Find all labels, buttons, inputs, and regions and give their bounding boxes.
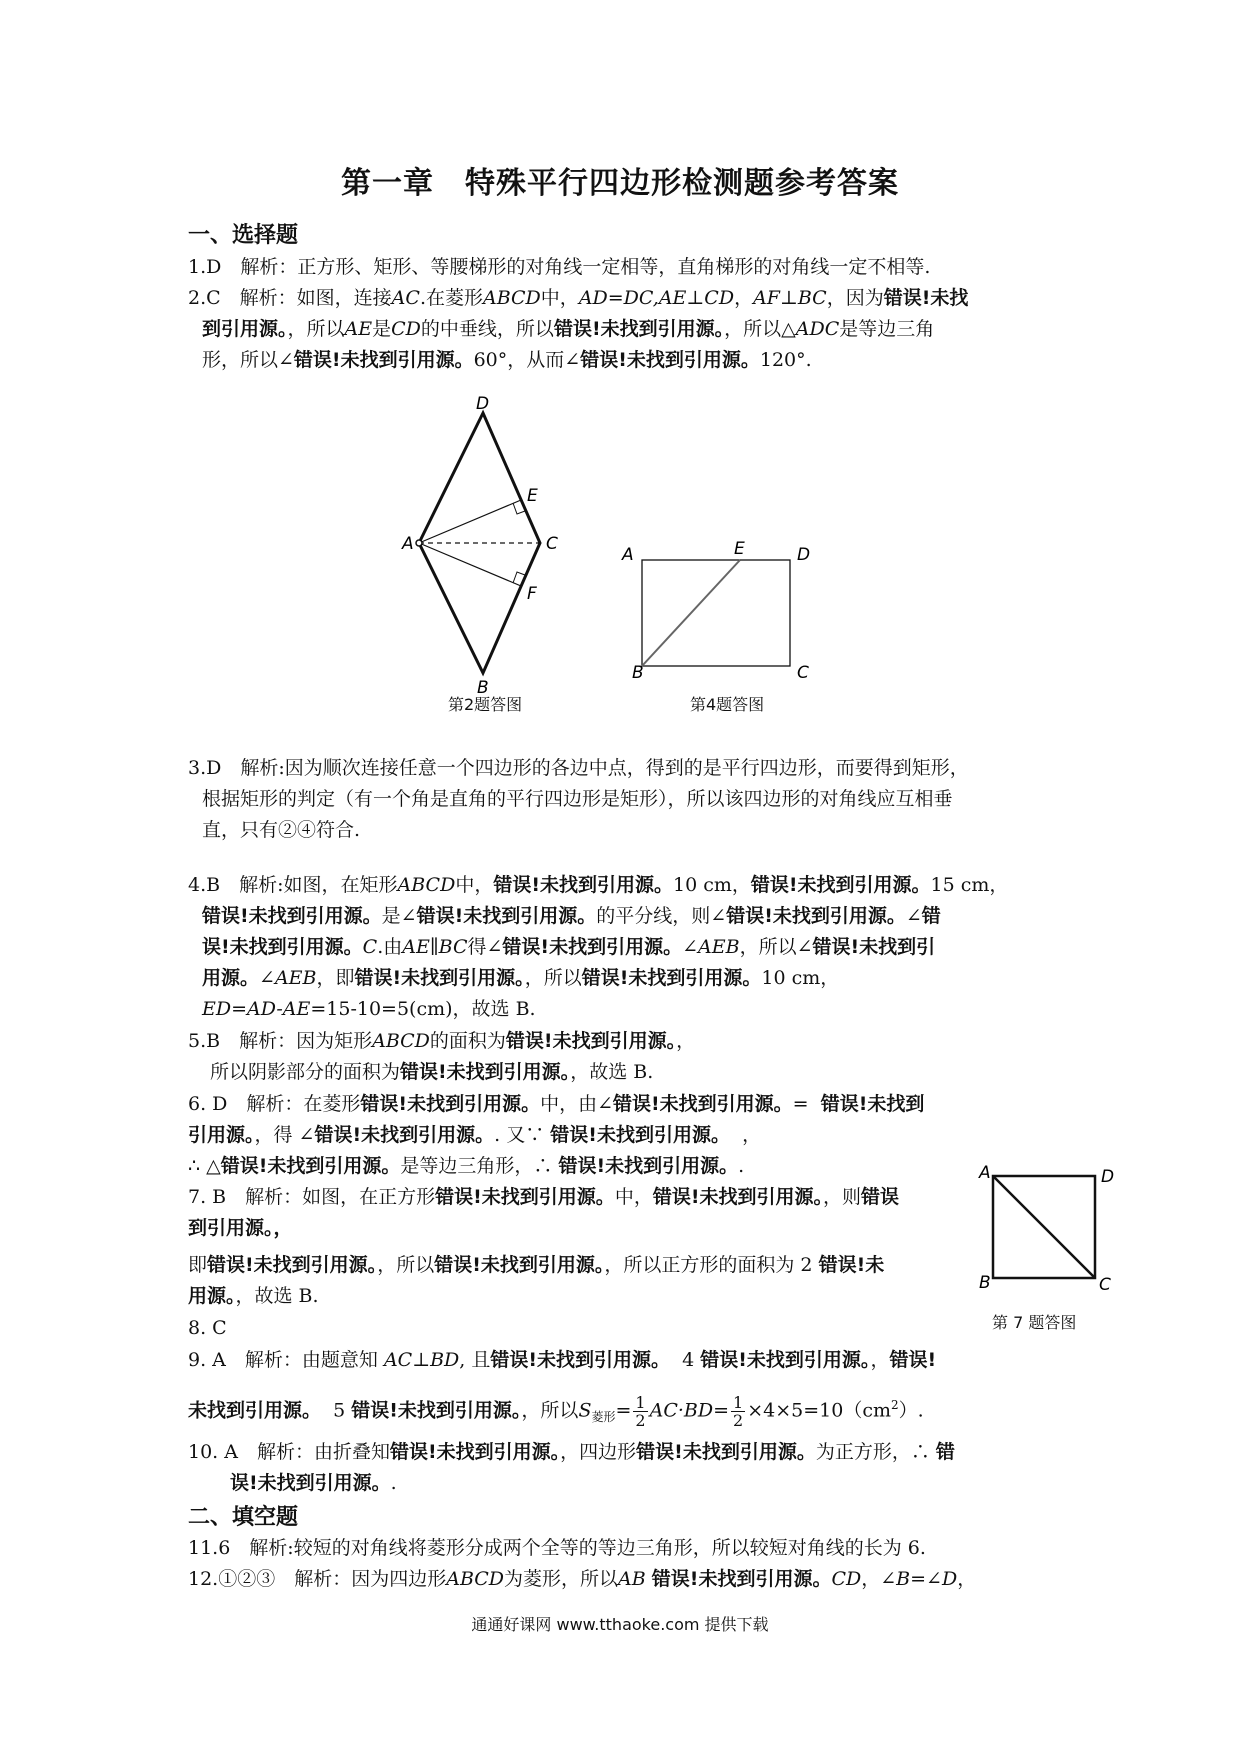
segment-ae	[419, 500, 521, 543]
text: 6. D 解析：在菱形	[188, 1093, 361, 1115]
error-ref: 错误!未找到引用源。	[293, 349, 474, 371]
error-ref: 错误!未找到引用源。	[553, 318, 725, 340]
label-c: C	[797, 663, 809, 683]
error-ref: 错误!未找到引用源。	[434, 1254, 605, 1276]
error-ref: 错误!未找到引用源。	[726, 905, 906, 927]
answer-7-line-3	[188, 1250, 884, 1280]
error-ref: 错误!未找	[883, 287, 969, 309]
text: , 且	[459, 1349, 491, 1371]
answer-4-line-2	[202, 901, 941, 931]
text: ，所以正方形的面积为 2	[604, 1254, 813, 1276]
text: =	[713, 1399, 730, 1422]
math: ABCD	[372, 1030, 430, 1052]
text: =	[792, 1093, 809, 1115]
error-ref: 错误!未找到引用源。	[314, 1124, 495, 1146]
label-b: B	[979, 1273, 991, 1293]
text: ，∠	[861, 1568, 897, 1590]
error-ref: 错误!未找到	[820, 1093, 925, 1115]
figure-2-rhombus	[390, 394, 570, 698]
error-ref: 错误!未找到引用源。	[202, 905, 382, 927]
label-f: F	[527, 584, 537, 604]
math: CD	[831, 1568, 862, 1590]
superscript: 2	[890, 1398, 899, 1412]
error-ref: 用源。	[188, 1285, 236, 1307]
text: ∠	[682, 936, 699, 958]
text: ，所以△	[724, 318, 796, 340]
text: ，因为	[826, 287, 884, 309]
text: =	[615, 1399, 632, 1422]
answer-7-line-4	[188, 1281, 319, 1311]
segment-be	[642, 560, 740, 666]
error-ref: 错	[935, 1441, 955, 1463]
math: AEB	[698, 936, 740, 958]
text: .在菱形	[419, 287, 483, 309]
error-ref: 错误!未找到引用源。	[354, 967, 525, 989]
text: 4.B 解析:如图，在矩形	[188, 874, 398, 896]
answer-4-line-4	[202, 963, 839, 993]
text: ，	[676, 1030, 696, 1052]
error-ref: 错误!未找到引用源。	[400, 1061, 571, 1083]
error-ref: 到引用源。	[202, 318, 288, 340]
error-ref: 错误!未找到引用源。	[613, 1093, 793, 1115]
answer-7-line-2	[188, 1213, 293, 1243]
text: ，所以	[524, 967, 582, 989]
text: 4	[682, 1349, 695, 1371]
error-ref: 错误!未找到引用源。	[636, 1441, 816, 1463]
answer-12-line-1	[188, 1564, 976, 1594]
answer-6-line-1	[188, 1089, 924, 1119]
denominator: 2	[733, 1410, 744, 1430]
label-d: D	[1101, 1167, 1115, 1187]
math: ED=AD-AE	[202, 998, 311, 1020]
text: ，	[957, 1568, 977, 1590]
rectangle-abcd	[642, 560, 790, 666]
figure-4-rectangle	[612, 539, 832, 683]
numerator: 1	[733, 1392, 744, 1412]
text: ）.	[898, 1399, 924, 1422]
error-ref: 错误!未找到引用源。	[651, 1568, 832, 1590]
label-a: A	[402, 534, 414, 554]
math: C	[362, 936, 378, 958]
text: 的面积为	[429, 1030, 506, 1052]
text: 9. A 解析：由题意知	[188, 1349, 378, 1371]
text: 所以阴影部分的面积为	[210, 1061, 401, 1083]
math: AE∥BC	[402, 936, 468, 958]
label-d: D	[476, 394, 490, 414]
error-ref: 错误!未找到引用源。	[581, 967, 762, 989]
page-footer: 通通好课网 www.tthaoke.com 提供下载	[471, 1615, 769, 1634]
label-c: C	[1099, 1275, 1111, 1295]
error-ref: 错误!未找到引用源。	[416, 905, 597, 927]
math: ADC	[795, 318, 840, 340]
text: ，故选 B.	[570, 1061, 654, 1083]
answer-2-line-2	[202, 314, 934, 344]
math: ABCD	[397, 874, 456, 896]
answer-5-line-1	[188, 1026, 695, 1056]
math: AE	[344, 318, 373, 340]
error-ref: 错误!未找到引用源。	[502, 936, 683, 958]
error-ref: 错误!未找到引	[812, 936, 936, 958]
math: S	[578, 1399, 592, 1422]
text: 即	[188, 1254, 208, 1276]
error-ref: 错误!未找到引用源。	[360, 1093, 541, 1115]
math: ABCD	[482, 287, 541, 309]
fraction-half	[633, 1394, 647, 1429]
math: ABCD	[446, 1568, 505, 1590]
error-ref: 错误!未找到引用源。	[220, 1155, 401, 1177]
error-ref: 引用源。	[188, 1124, 255, 1146]
answer-3-line-2: 根据矩形的判定（有一个角是直角的平行四边形是矩形），所以该四边形的对角线应互相垂	[202, 788, 953, 810]
point-a	[416, 540, 422, 546]
text: 是∠	[381, 905, 417, 927]
answer-5-line-2	[210, 1057, 653, 1087]
answer-4-line-3	[202, 932, 935, 962]
math: CD	[391, 318, 421, 340]
text: ，所以∠	[739, 936, 813, 958]
text: 形，所以∠	[202, 349, 294, 371]
answer-11: 11.6 解析:较短的对角线将菱形分成两个全等的等边三角形，所以较短对角线的长为 6.	[188, 1537, 926, 1559]
error-ref: 错误!未找到引用源。	[750, 874, 931, 896]
figure-2-caption: 第2题答图	[448, 695, 523, 714]
error-ref: 错误!未找到引用源。	[652, 1186, 823, 1208]
text: 60°，从而∠	[473, 349, 581, 371]
answer-10-line-1	[188, 1437, 955, 1467]
error-ref: 错误!未找到引用源。	[700, 1349, 871, 1371]
error-ref: 错误!未找到引用源。	[550, 1124, 730, 1146]
error-ref: 用源。	[202, 967, 260, 989]
error-ref: 误!未找到引用源。	[202, 936, 363, 958]
math: AB	[618, 1568, 646, 1590]
text: 是	[372, 318, 392, 340]
label-b: B	[632, 663, 644, 683]
error-ref: 错误!未找到引用源。	[558, 1155, 739, 1177]
math: AEB	[274, 967, 317, 989]
error-ref: 错误!未找到引用源。	[351, 1399, 522, 1422]
page-title: 第一章 特殊平行四边形检测题参考答案	[341, 166, 899, 201]
text: ，所以	[287, 318, 345, 340]
answer-10-line-2	[230, 1468, 397, 1498]
text: 5.B 解析：因为矩形	[188, 1030, 373, 1052]
text: 的平分线，则∠	[596, 905, 727, 927]
label-a: A	[979, 1163, 991, 1183]
figure-4-caption: 第4题答图	[690, 695, 765, 714]
text: 7. B 解析：如图，在正方形	[188, 1186, 436, 1208]
answer-3-line-1: 3.D 解析:因为顺次连接任意一个四边形的各边中点，得到的是平行四边形，而要得到矩形，	[188, 757, 969, 779]
text: ，得 ∠	[254, 1124, 315, 1146]
error-ref: 错误!未找到引用源。	[493, 874, 673, 896]
label-c: C	[546, 534, 558, 554]
numerator: 1	[635, 1392, 646, 1412]
error-ref: 到引用源。，	[188, 1217, 293, 1239]
text: ∠	[905, 905, 922, 927]
text: .	[738, 1155, 745, 1177]
text: ∴ △	[188, 1155, 221, 1177]
text: ，则	[823, 1186, 862, 1208]
text: ，即	[316, 967, 355, 989]
text: 是等边三角	[839, 318, 935, 340]
section-heading-choice: 一、选择题	[188, 223, 299, 248]
text: =15-10=5(cm)，故选 B.	[310, 998, 536, 1020]
text: 12.①②③ 解析：因为四边形	[188, 1568, 447, 1590]
answer-2-line-3	[202, 345, 812, 375]
denominator: 2	[635, 1410, 646, 1430]
subscript: 菱形	[591, 1410, 616, 1425]
error-ref: 错	[921, 905, 941, 927]
answer-3-line-3: 直，只有②④符合.	[202, 819, 361, 841]
math: AD=DC,AE⊥CD	[578, 287, 735, 309]
label-e: E	[734, 539, 745, 559]
text: 得∠	[467, 936, 503, 958]
text: 2.C 解析：如图，连接	[188, 287, 392, 309]
error-ref: 未找到引用源。	[188, 1399, 322, 1422]
error-ref: 错误!未找到引用源。	[207, 1254, 378, 1276]
text: 的中垂线，所以	[420, 318, 554, 340]
math: AC·BD	[649, 1399, 714, 1422]
figure-7-caption: 第 7 题答图	[992, 1313, 1077, 1332]
error-ref: 错误	[861, 1186, 900, 1208]
answer-4-line-1	[188, 870, 1008, 900]
label-e: E	[527, 486, 538, 506]
diagonal-ac	[993, 1176, 1095, 1278]
text: .	[390, 1472, 397, 1494]
answer-9-line-1	[188, 1345, 936, 1375]
segment-af	[419, 543, 521, 586]
label-a: A	[622, 545, 634, 565]
text: .由	[377, 936, 403, 958]
error-ref: 错误!未	[818, 1254, 885, 1276]
text: ，	[742, 1124, 762, 1146]
label-b: B	[477, 678, 489, 698]
error-ref: 错误!未找到引用源。	[580, 349, 760, 371]
answer-8: 8. C	[188, 1317, 227, 1339]
error-ref: 错误!未找到引用源。	[490, 1349, 671, 1371]
text: 中，	[614, 1186, 653, 1208]
text: 为正方形，∴	[815, 1441, 930, 1463]
text: 5	[333, 1399, 346, 1422]
error-ref: 错误!未找到引用源。	[435, 1186, 615, 1208]
fraction-half	[731, 1394, 745, 1429]
text: . 又∵	[494, 1124, 545, 1146]
text: 中，由∠	[540, 1093, 613, 1115]
text: ，故选 B.	[235, 1285, 319, 1307]
error-ref: 误!未找到引用源。	[230, 1472, 391, 1494]
math: AC	[391, 287, 420, 309]
text: ×4×5=10（cm	[747, 1399, 891, 1422]
answer-9-line-2	[188, 1385, 924, 1437]
label-d: D	[797, 545, 811, 565]
answer-7-line-1	[188, 1182, 899, 1212]
error-ref: 错误!	[889, 1349, 937, 1371]
figure-7-square	[965, 1160, 1115, 1310]
answer-2-line-1	[188, 283, 968, 313]
error-ref: 错误!未找到引用源。	[505, 1030, 677, 1052]
text: ，四边形	[560, 1441, 637, 1463]
text: 10 cm，	[761, 967, 840, 989]
answer-1: 1.D 解析：正方形、矩形、等腰梯形的对角线一定相等，直角梯形的对角线一定不相等.	[188, 256, 931, 278]
math: AC⊥BD	[383, 1349, 460, 1371]
text: ，	[734, 287, 754, 309]
text: 为菱形，所以	[504, 1568, 619, 1590]
error-ref: 错误!未找到引用源。	[389, 1441, 561, 1463]
text: 10. A 解析：由折叠知	[188, 1441, 390, 1463]
section-heading-fill: 二、填空题	[188, 1505, 299, 1530]
text: 中，	[455, 874, 494, 896]
answer-6-line-3	[188, 1151, 744, 1181]
math: AF⊥BC	[753, 287, 827, 309]
text: 中，	[540, 287, 579, 309]
text: ，所以	[521, 1399, 579, 1422]
answer-4-line-5	[202, 994, 536, 1024]
text: 15 cm，	[930, 874, 1009, 896]
answer-6-line-2	[188, 1120, 761, 1150]
text: 10 cm，	[673, 874, 751, 896]
text: ，	[870, 1349, 890, 1371]
math: B=∠D	[896, 1568, 958, 1590]
text: ∠	[259, 967, 275, 989]
text: ，所以	[377, 1254, 435, 1276]
text: 120°.	[759, 349, 812, 371]
text: 是等边三角形，∴	[400, 1155, 553, 1177]
